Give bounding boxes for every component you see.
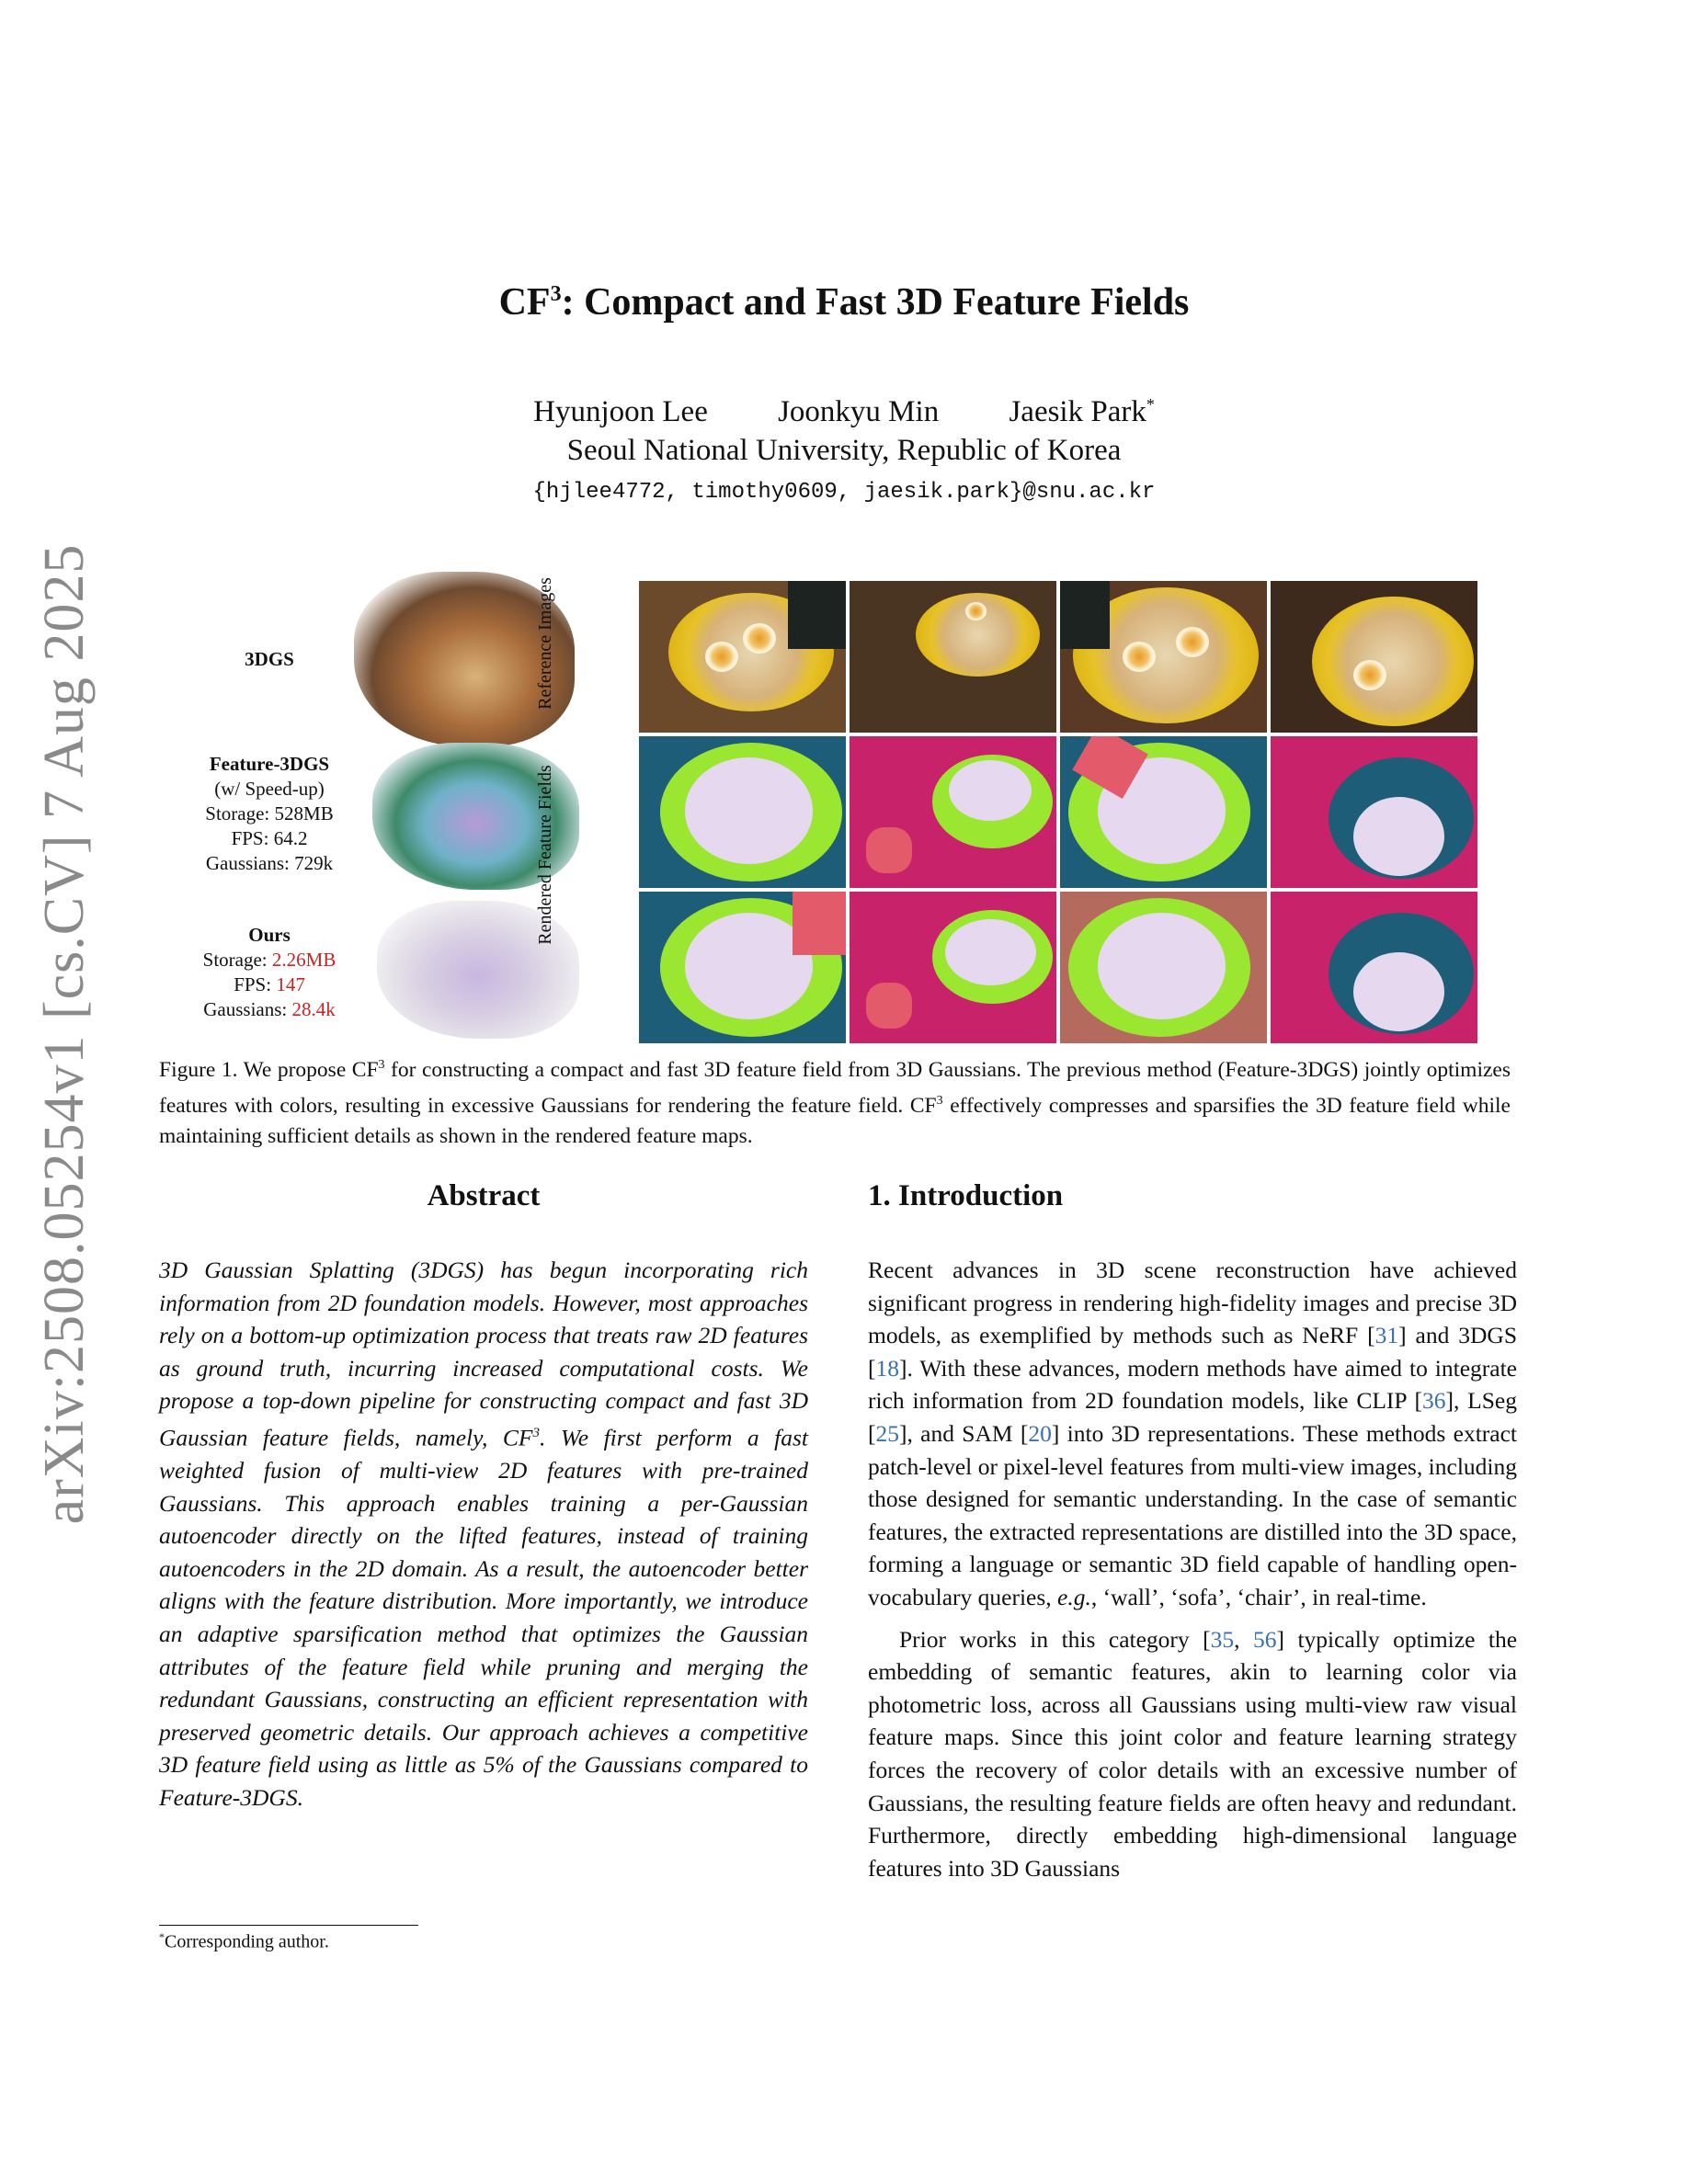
citation-link[interactable]: 31 [1374,1322,1399,1349]
author-2: Joonkyu Min [778,395,940,428]
author-3-name: Jaesik Park [1009,395,1146,428]
method-name-feature-3dgs: Feature-3DGS [209,753,330,775]
feature-3dgs-gaussians [168,851,371,876]
author-emails: {hjlee4772, timothy0609, jaesik.park}@snu.ac.kr [532,480,1156,505]
citation-link[interactable]: 35 [1210,1625,1235,1653]
storage-label: Storage: [202,949,272,971]
text: ], LSeg [ [868,1387,1517,1447]
caption-superscript: 3 [936,1093,943,1108]
rendered-feature-map [1060,736,1267,888]
storage-value: 2.26MB [271,949,336,971]
introduction-heading: 1. Introduction [868,1179,1064,1212]
abstract-superscript: 3 [532,1425,540,1440]
caption-pre: Figure 1. We propose CF [159,1057,379,1082]
rendered-feature-map [639,892,846,1043]
citation-link[interactable]: 25 [875,1419,899,1447]
footnote-divider [159,1925,418,1926]
rendered-feature-map [1271,892,1477,1043]
title-pre: CF [498,281,551,324]
rendered-feature-map [639,736,846,888]
gaussians-label: Gaussians: [205,852,295,874]
abstract-text-post: . We first perform a fast weighted fusion of multi-view 2D features with pre-trained Gaussians. This approach enables training a per-Gaussian autoencoder directly on the lifted features, instead of training autoencoders in the 2D domain. As a result, the autoencoder better aligns with the feature distribution. More importantly, we introduce an adaptive sparsification method that optimizes the Gaussian attributes of the feature field while pruning and merging the redundant Gaussians, constructing an efficient representation with preserved geometric details. Our approach achieves a competitive 3D feature field using as little as 5% of the Gaussians compared to Feature-3DGS. [159,1424,808,1811]
text: ] typically optimize the embedding of semantic features, akin to learning color via photometric loss, across all Gaussians using multi-view raw visual feature maps. Since this joint color and feature learning strategy forces the recovery of color details with an excessive number of Gaussians, the resulting feature fields are often heavy and redundant. Furthermore, directly embedding high-dimensional language features into 3D Gaussians [868,1625,1518,1882]
author-3 [1009,395,1154,428]
method-label-feature-3dgs [168,752,371,876]
feature-3dgs-fps [168,826,371,851]
introduction-section [868,1179,1517,1884]
arxiv-stamp: arXiv:2508.05254v1 [cs.CV] 7 Aug 2025 [33,543,96,1525]
corresponding-mark: * [1146,395,1155,414]
citation-link[interactable]: 18 [875,1354,899,1382]
citation-link[interactable]: 36 [1421,1387,1446,1415]
rendered-feature-map [850,736,1056,888]
text: Prior works in this category [ [899,1625,1211,1653]
method-label-ours [168,923,371,1022]
rendered-feature-map [1060,892,1267,1043]
rendered-feature-map [850,892,1056,1043]
text: , ‘wall’, ‘sofa’, ‘chair’, in real-time. [1090,1583,1427,1610]
figure-caption [159,1050,1511,1152]
reference-image [639,581,846,733]
title-superscript: 3 [550,282,562,306]
method-name-ours: Ours [248,924,291,946]
abstract-heading: Abstract [427,1179,541,1212]
footnote-mark: * [159,1930,165,1943]
eg-abbrev: e.g. [1057,1583,1091,1610]
storage-label: Storage: [205,802,275,825]
caption-superscript: 3 [378,1058,385,1072]
storage-value: 528MB [274,802,334,825]
fps-label: FPS: [231,827,274,849]
abstract-text-pre: 3D Gaussian Splatting (3DGS) has begun incorporating rich information from 2D foundation models. However, most approaches rely on a bottom-up optimization process that treats raw 2D features as ground truth, incurring increased computational costs. We propose a top-down pipeline for constructing compact and fast 3D Gaussian feature fields, namely, CF [159,1257,808,1451]
text: ]. With these advances, modern methods have aimed to integrate rich information from 2D foundation models, like CLIP [ [868,1354,1517,1415]
text: Recent advances in 3D scene reconstruction have achieved significant progress in rendering high-fidelity images and precise 3D models, as exemplified by methods such as NeRF [ [868,1257,1517,1349]
reference-image [1271,581,1477,733]
intro-paragraph-2 [868,1623,1517,1885]
ours-gaussians [168,997,371,1022]
gaussians-label: Gaussians: [203,998,292,1020]
footnote [159,1930,329,1953]
reference-image [1060,581,1267,733]
method-note: (w/ Speed-up) [214,778,325,800]
rendered-feature-map [1271,736,1477,888]
affiliation: Seoul National University, Republic of Korea [566,434,1122,467]
author-1: Hyunjoon Lee [533,395,708,428]
abstract-text [159,1254,808,1814]
abstract-section [159,1179,808,1814]
text: ], and SAM [ [899,1419,1029,1447]
gaussians-value: 28.4k [291,998,336,1020]
caption-mid: for constructing a compact and fast 3D feature field from 3D Gaussians. The previous method (Feature-3DGS) jointly optimizes features with colors, resulting in excessive Gaussians for rendering the feature field. CF [159,1057,1511,1118]
row-label-rendered-feature-fields: Rendered Feature Fields [535,765,555,945]
citation-link[interactable]: 20 [1028,1419,1052,1447]
footnote-text: Corresponding author. [165,1931,329,1952]
text: , [1234,1625,1253,1653]
title-post: : Compact and Fast 3D Feature Fields [561,281,1190,324]
feature-3dgs-storage [168,802,371,826]
fps-label: FPS: [234,973,277,995]
ours-fps [168,973,371,997]
method-label-3dgs [168,647,371,672]
figure-image-grid [639,581,1477,1043]
fps-value: 147 [276,973,305,995]
reference-image [850,581,1056,733]
fps-value: 64.2 [273,827,308,849]
method-name-3dgs: 3DGS [245,648,294,670]
author-list [0,395,1688,429]
caption-post: effectively compresses and sparsifies the 3D feature field while maintaining sufficient details as shown in the rendered feature maps. [159,1093,1511,1148]
paper-title [0,280,1688,324]
intro-paragraph-1 [868,1254,1517,1614]
row-label-reference-images: Reference Images [535,577,555,710]
ours-storage [168,948,371,973]
text: ] and 3DGS [ [868,1322,1518,1382]
introduction-body [868,1254,1517,1884]
gaussians-value: 729k [294,852,334,874]
citation-link[interactable]: 56 [1253,1625,1277,1653]
text: ] into 3D representations. These methods extract patch-level or pixel-level features from multi-view images, including those designed for semantic understanding. In the case of semantic features, the extracted representations are distilled into the 3D space, forming a language or semantic 3D field capable of handling open-vocabulary queries, [868,1419,1517,1610]
